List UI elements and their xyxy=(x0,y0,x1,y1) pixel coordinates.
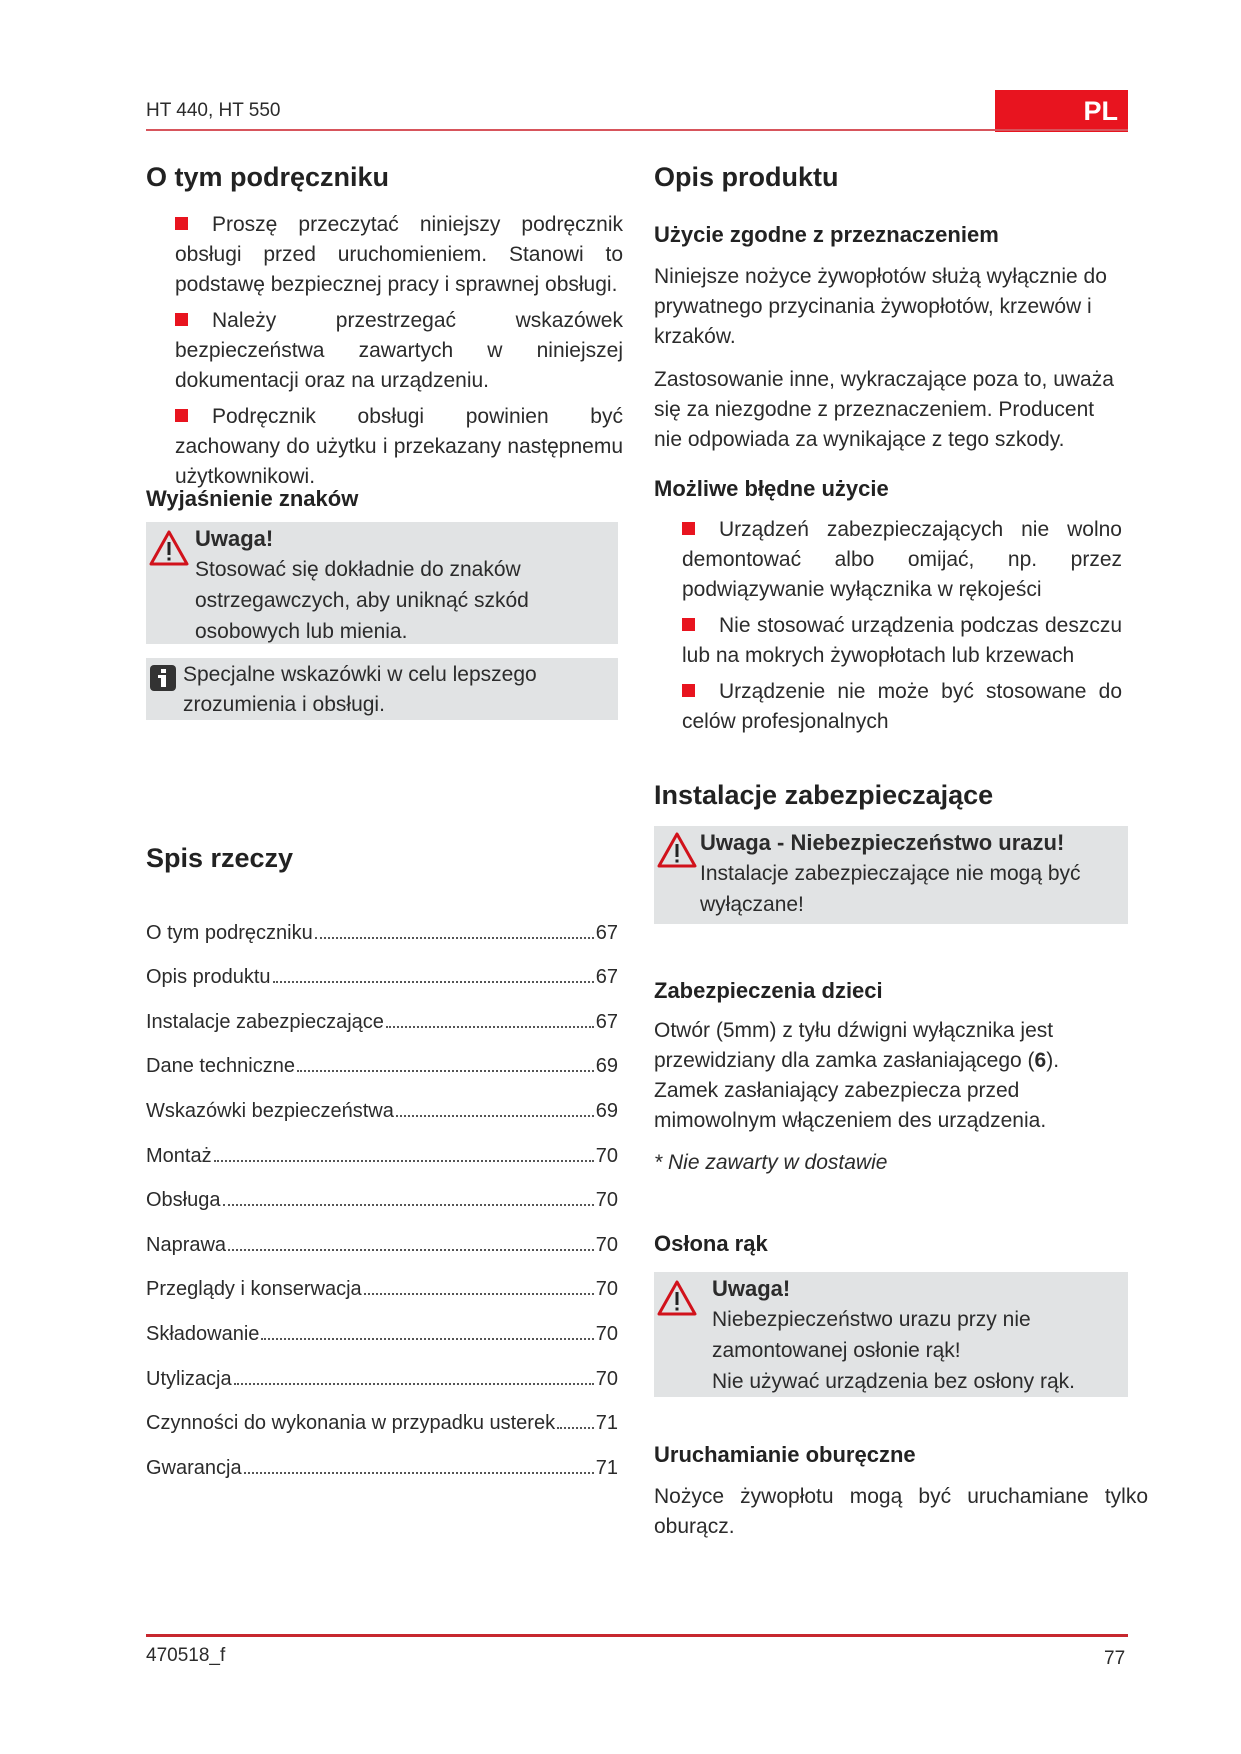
product-heading: Opis produktu xyxy=(654,162,839,192)
header-title: HT 440, HT 550 xyxy=(146,100,281,121)
toc-heading: Spis rzeczy xyxy=(146,843,294,873)
safety-warning-text: Instalacje zabezpieczające nie mogą być wyłączane! xyxy=(700,862,1081,916)
toc-item[interactable]: Składowanie 70 xyxy=(146,1322,618,1345)
bullet-square-icon xyxy=(175,409,188,422)
warning-triangle-icon xyxy=(657,832,697,868)
child-safety-note: * Nie zawarty w dostawie xyxy=(654,1151,888,1174)
hand-guard-warning-text-2: Nie używać urządzenia bez osłony rąk. xyxy=(712,1370,1076,1393)
toc-item[interactable]: Gwarancja 71 xyxy=(146,1456,618,1479)
document-id: 470518_f xyxy=(146,1645,226,1666)
bullet-square-icon xyxy=(682,618,695,631)
toc-item[interactable]: Naprawa 70 xyxy=(146,1233,618,1256)
warning-triangle-icon xyxy=(149,530,189,566)
bullet-square-icon xyxy=(682,522,695,535)
toc-item[interactable]: O tym podręczniku 67 xyxy=(146,921,618,944)
child-safety-heading: Zabezpieczenia dzieci xyxy=(654,978,883,1003)
about-heading: O tym podręczniku xyxy=(146,162,390,192)
signs-heading: Wyjaśnienie znaków xyxy=(146,486,359,511)
info-box xyxy=(146,658,618,720)
hand-guard-warning-title: Uwaga! xyxy=(712,1276,791,1301)
warning-title: Uwaga! xyxy=(195,526,274,551)
warning-triangle-icon xyxy=(657,1280,697,1316)
bullet-square-icon xyxy=(175,217,188,230)
toc-item[interactable]: Przeglądy i konserwacja 70 xyxy=(146,1278,618,1301)
hand-guard-warning-box xyxy=(654,1272,1128,1397)
toc-item[interactable]: Opis produktu 67 xyxy=(146,966,618,989)
toc-item[interactable]: Wskazówki bezpieczeństwa 69 xyxy=(146,1099,618,1122)
list-item: Nie stosować urządzenia podczas deszczu lub na mokrych żywopłotach lub krzewach xyxy=(682,614,1122,667)
warning-text: Stosować się dokładnie do znaków ostrzegawczych, aby uniknąć szkód osobowych lub mienia. xyxy=(195,558,529,643)
language-badge: PL xyxy=(995,90,1128,132)
list-item: Urządzenie nie może być stosowane do celów profesjonalnych xyxy=(682,680,1122,733)
page-number: 77 xyxy=(1104,1648,1126,1669)
intended-use-text-2: Zastosowanie inne, wykraczające poza to, uważa się za niezgodne z przeznaczeniem. Producent nie odpowiada za wynikające z tego szkody. xyxy=(654,368,1114,451)
safety-warning-title: Uwaga - Niebezpieczeństwo urazu! xyxy=(700,830,1065,855)
info-text: Specjalne wskazówki w celu lepszego zrozumienia i obsługi. xyxy=(183,663,537,716)
list-item: Urządzeń zabezpieczających nie wolno demontować albo omijać, np. przez podwiązywanie wyłącznika w rękojeści xyxy=(682,518,1122,601)
toc-item[interactable]: Utylizacja 70 xyxy=(146,1367,618,1390)
safety-heading: Instalacje zabezpieczające xyxy=(654,780,994,810)
about-bullets xyxy=(175,210,623,498)
two-hand-text: Nożyce żywopłotu mogą być uruchamiane tylko oburącz. xyxy=(654,1485,1148,1538)
toc-item[interactable]: Montaż 70 xyxy=(146,1144,618,1167)
footer-rule xyxy=(146,1634,1128,1637)
misuse-heading: Możliwe błędne użycie xyxy=(654,476,889,501)
hand-guard-warning-text: Niebezpieczeństwo urazu przy nie zamontowanej osłonie rąk! xyxy=(712,1308,1031,1362)
list-item: Proszę przeczytać niniejszy podręcznik obsługi przed uruchomieniem. Stanowi to podstawę bezpiecznej pracy i sprawnej obsługi. xyxy=(175,213,623,296)
intended-use-heading: Użycie zgodne z przeznaczeniem xyxy=(654,222,999,247)
toc-item[interactable]: Czynności do wykonania w przypadku usterek 71 xyxy=(146,1412,618,1435)
table-of-contents xyxy=(146,900,618,1480)
misuse-bullets xyxy=(682,515,1122,743)
safety-warning-box xyxy=(654,826,1128,924)
bullet-square-icon xyxy=(682,684,695,697)
toc-item[interactable]: Instalacje zabezpieczające 67 xyxy=(146,1010,618,1033)
child-safety-text: Otwór (5mm) z tyłu dźwigni wyłącznika jest przewidziany dla zamka zasłaniającego (6). Zamek zasłaniający zabezpiecza przed mimowolnym włączeniem des urządzenia. xyxy=(654,1019,1060,1132)
toc-item[interactable]: Obsługa 70 xyxy=(146,1189,618,1212)
list-item: Podręcznik obsługi powinien być zachowany do użytku i przekazany następnemu użytkownikowi. xyxy=(175,405,623,488)
intended-use-text-1: Niniejsze nożyce żywopłotów służą wyłącznie do prywatnego przycinania żywopłotów, krzewów i krzaków. xyxy=(654,265,1107,348)
list-item: Należy przestrzegać wskazówek bezpieczeństwa zawartych w niniejszej dokumentacji oraz na urządzeniu. xyxy=(175,309,623,392)
hand-guard-heading: Osłona rąk xyxy=(654,1231,768,1256)
toc-item[interactable]: Dane techniczne 69 xyxy=(146,1055,618,1078)
header-rule xyxy=(146,129,1128,131)
info-icon xyxy=(149,664,177,692)
bullet-square-icon xyxy=(175,313,188,326)
warning-box xyxy=(146,522,618,644)
two-hand-heading: Uruchamianie oburęczne xyxy=(654,1442,916,1467)
